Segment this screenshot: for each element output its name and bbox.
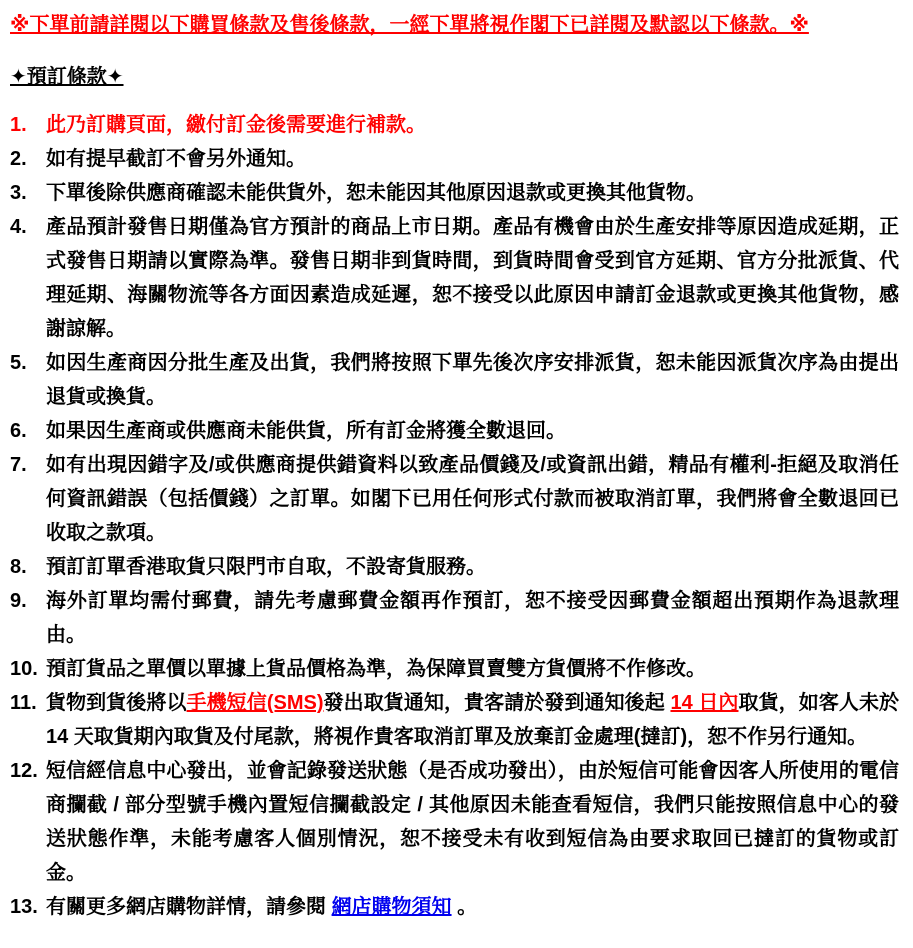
term-number: 8. — [10, 556, 27, 578]
term-text — [46, 210, 899, 346]
term-item — [10, 754, 899, 890]
term-text — [46, 108, 899, 142]
highlighted-red-text: 手機短信(SMS) — [186, 692, 324, 714]
term-text-part: 短信經信息中心發出，並會記錄發送狀態（是否成功發出），由於短信可能會因客人所使用的電信商攔截 / 部分型號手機內置短信攔截設定 / 其他原因未能查看短信，我們只能按照信息中心的發送狀態作準，未能考慮客人個別情況，恕不接受未有收到短信為由要求取回已撻訂的貨物或訂金。 — [46, 760, 899, 884]
term-item — [10, 108, 899, 142]
term-item — [10, 142, 899, 176]
term-item — [10, 890, 899, 924]
purchase-terms-notice-title: ※下單前請詳閱以下購買條款及售後條款，一經下單將視作閣下已詳閱及默認以下條款。※ — [10, 14, 809, 36]
term-number: 4. — [10, 216, 27, 238]
term-number: 12. — [10, 760, 38, 782]
term-text — [46, 890, 899, 924]
terms-list — [10, 108, 899, 924]
term-text — [46, 414, 899, 448]
term-text — [46, 448, 899, 550]
term-text-part: 如有提早截訂不會另外通知。 — [46, 148, 306, 170]
term-text — [46, 550, 899, 584]
term-number: 3. — [10, 182, 27, 204]
term-text-part: 取貨，如客人未於 14 天取貨期內取貨及付尾款，將視作貴客取消訂單及放棄訂金處理(撻訂)，恕不作另行通知。 — [46, 692, 900, 748]
term-text-part: 預訂貨品之單價以單據上貨品價格為準，為保障買賣雙方貨價將不作修改。 — [46, 658, 706, 680]
term-text-part: 預訂訂單香港取貨只限門市自取，不設寄貨服務。 — [46, 556, 486, 578]
term-text — [46, 346, 899, 414]
term-text-part: 產品預計發售日期僅為官方預計的商品上市日期。產品有機會由於生產安排等原因造成延期，正式發售日期請以實際為準。發售日期非到貨時間，到貨時間會受到官方延期、官方分批派貨、代理延期、海關物流等各方面因素造成延遲，恕不接受以此原因申請訂金退款或更換其他貨物，感謝諒解。 — [46, 216, 899, 340]
term-text — [46, 142, 899, 176]
term-item — [10, 210, 899, 346]
term-number: 5. — [10, 352, 27, 374]
term-number: 9. — [10, 590, 27, 612]
term-text-part: 如有出現因錯字及/或供應商提供錯資料以致產品價錢及/或資訊出錯，精品有權利-拒絕及取消任何資訊錯誤（包括價錢）之訂單。如閣下已用任何形式付款而被取消訂單，我們將會全數退回已收取之款項。 — [46, 454, 899, 544]
term-text-part: 如果因生產商或供應商未能供貨，所有訂金將獲全數退回。 — [46, 420, 566, 442]
term-number: 6. — [10, 420, 27, 442]
highlighted-red-text: 14 日內 — [670, 692, 739, 714]
term-text-part: 海外訂單均需付郵費，請先考慮郵費金額再作預訂，恕不接受因郵費金額超出預期作為退款理由。 — [46, 590, 899, 646]
store-shopping-guide-link[interactable]: 網店購物須知 — [331, 896, 452, 918]
alert-red-text: 此乃訂購頁面，繳付訂金後需要進行補款。 — [46, 114, 426, 136]
term-text — [46, 652, 899, 686]
term-number: 13. — [10, 896, 38, 918]
term-number: 10. — [10, 658, 38, 680]
term-text-part: 如因生產商因分批生產及出貨，我們將按照下單先後次序安排派貨，恕未能因派貨次序為由提出退貨或換貨。 — [46, 352, 899, 408]
term-text — [46, 754, 899, 890]
term-text-part: 貨物到貨後將以 — [46, 692, 187, 714]
term-number: 11. — [10, 692, 37, 714]
term-item — [10, 686, 899, 754]
term-text — [46, 176, 899, 210]
term-text — [46, 584, 899, 652]
term-item — [10, 346, 899, 414]
term-text-part: 。 — [451, 896, 478, 918]
term-item — [10, 414, 899, 448]
term-number: 1. — [10, 114, 27, 136]
term-number: 7. — [10, 454, 27, 476]
term-item — [10, 448, 899, 550]
term-text-part: 下單後除供應商確認未能供貨外，恕未能因其他原因退款或更換其他貨物。 — [46, 182, 706, 204]
term-text-part: 發出取貨通知，貴客請於發到通知後起 — [323, 692, 671, 714]
term-text-part: 有關更多網店購物詳情，請參閱 — [46, 896, 332, 918]
term-number: 2. — [10, 148, 27, 170]
term-item — [10, 176, 899, 210]
term-item — [10, 652, 899, 686]
preorder-terms-section-title: ✦預訂條款✦ — [10, 66, 124, 88]
term-item — [10, 550, 899, 584]
term-text — [46, 686, 899, 754]
term-item — [10, 584, 899, 652]
